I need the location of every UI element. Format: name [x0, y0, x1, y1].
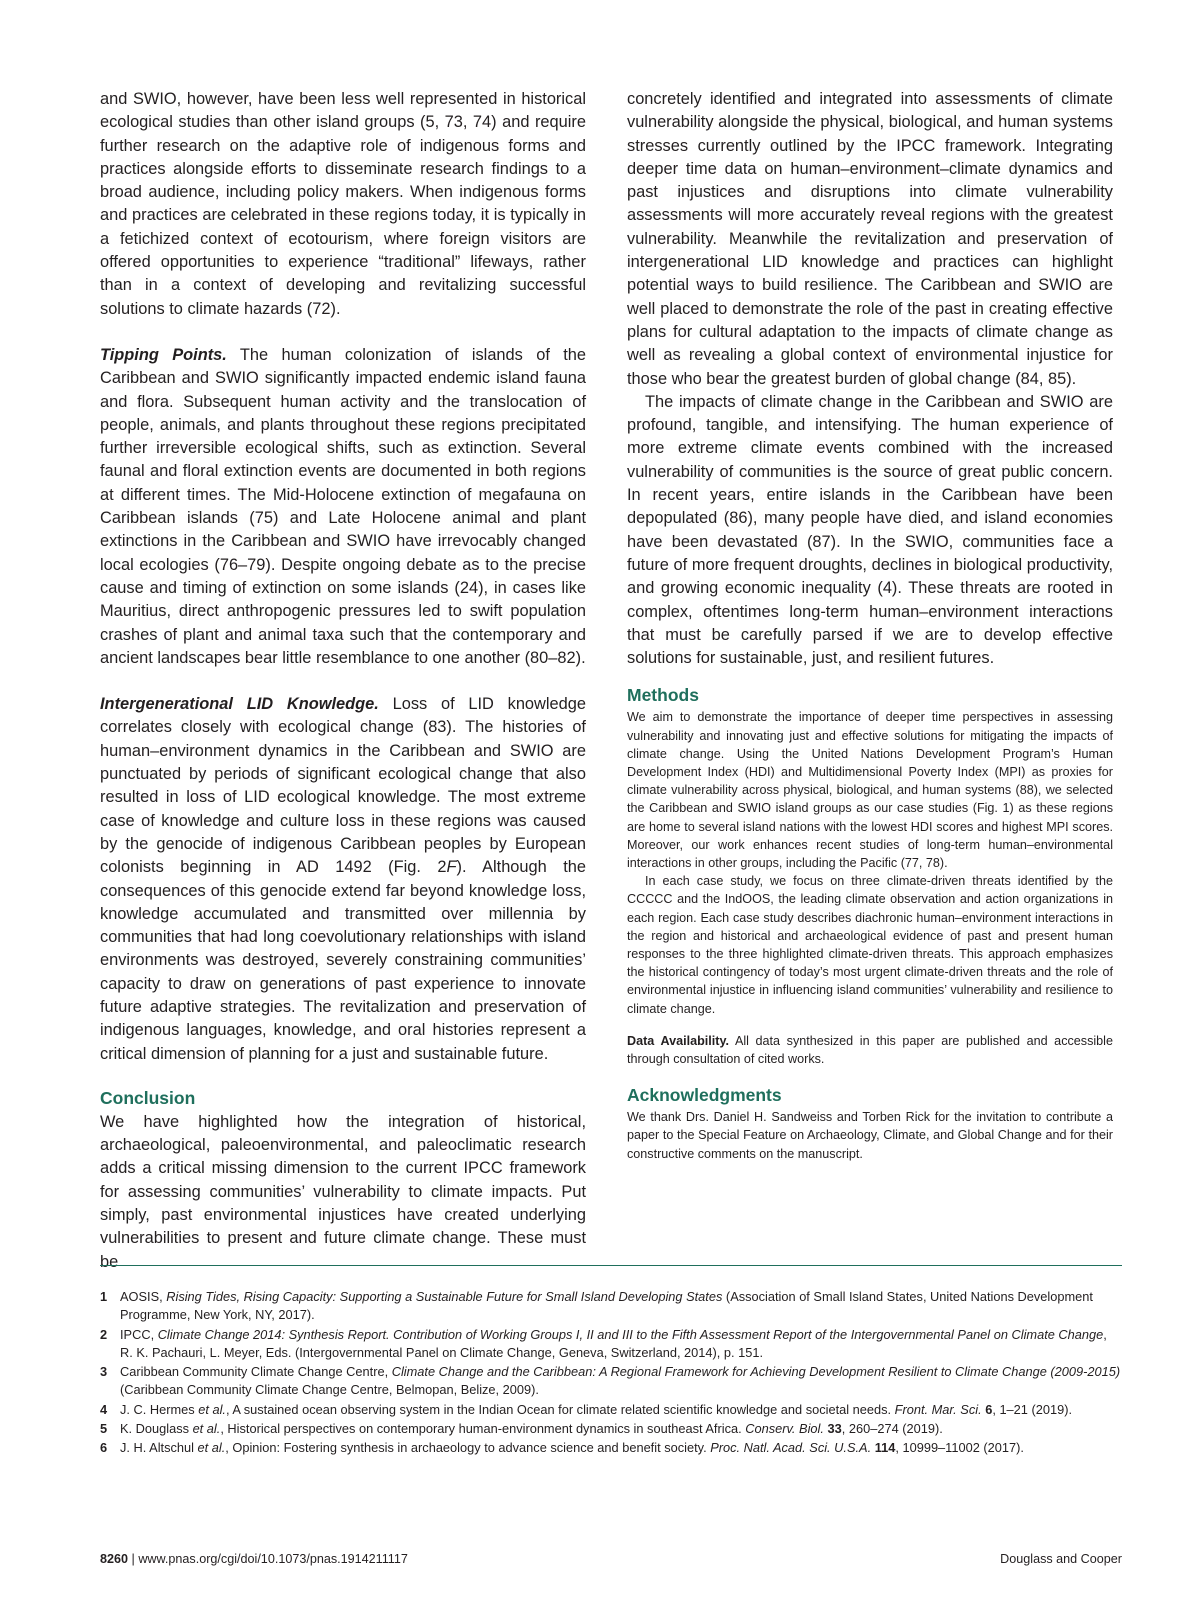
data-availability-heading: Data Availability.	[627, 1033, 730, 1048]
references-divider	[100, 1265, 1122, 1266]
references-list	[100, 1288, 1122, 1459]
reference-title: Rising Tides, Rising Capacity: Supporting a Sustainable Future for Small Island Developing States	[166, 1289, 723, 1304]
lid-figure-panel: F	[446, 858, 457, 877]
reference-journal: Proc. Natl. Acad. Sci. U.S.A.	[710, 1440, 872, 1456]
reference-etal: et al.	[198, 1401, 226, 1417]
reference-volume: 114	[871, 1440, 896, 1456]
reference-pages: , 260–274 (2019).	[841, 1421, 943, 1437]
reference-item	[100, 1420, 1122, 1438]
lid-knowledge-paragraph	[100, 693, 586, 1066]
reference-item	[100, 1326, 1122, 1363]
tipping-points-text: The human colonization of islands of the Caribbean and SWIO significantly impacted endemic island fauna and flora. Subsequent human activity and the translocation of people, animals, and plants throughout these regions precipitated further irreversible ecological shifts, such as extinction. Several faunal and floral extinction events are documented in both regions at different times. The Mid-Holocene extinction of megafauna on Caribbean islands (75) and Late Holocene animal and plant extinctions in the Caribbean and SWIO have irrevocably changed local ecologies (76–79). Despite ongoing debate as to the precise cause and timing of extinction on some islands (24), in cases like Mauritius, direct anthropogenic pressures led to swift population crashes of plant and animal taxa such that the contemporary and ancient landscapes bear little resemblance to one another (80–82).	[100, 345, 586, 667]
intro-paragraph: and SWIO, however, have been less well represented in historical ecological studies than other island groups (5, 73, 74) and require further research on the adaptive role of indigenous forms and practices alongside efforts to disseminate research findings to a broad audience, including policy makers. When indigenous forms and practices are celebrated in these regions today, it is typically in a fetichized context of ecotourism, where foreign visitors are offered opportunities to experience “traditional” lifeways, rather than in a context of developing and revitalizing successful solutions to climate hazards (72).	[100, 90, 586, 318]
lid-knowledge-text-a: Loss of LID knowledge correlates closely with ecological change (83). The histories of human–environment dynamics in the Caribbean and SWIO are punctuated by periods of significant ecological change that also resulted in loss of LID ecological knowledge. The most extreme case of knowledge and culture loss in these regions was caused by the genocide of indigenous Caribbean peoples by European colonists beginning in AD 1492 (Fig. 2	[100, 695, 586, 877]
reference-title: , Opinion: Fostering synthesis in archaeology to advance science and benefit society.	[225, 1440, 711, 1456]
reference-authors: AOSIS,	[120, 1289, 167, 1304]
acknowledgments-text: We thank Drs. Daniel H. Sandweiss and Torben Rick for the invitation to contribute a paper to the Special Feature on Archaeology, Climate, and Global Change and for their constructive comments on the manuscript.	[627, 1110, 1113, 1161]
reference-title: Climate Change 2014: Synthesis Report. Contribution of Working Groups I, II and III to the Fifth Assessment Report of the Intergovernmental Panel on Climate Change	[157, 1326, 1104, 1342]
reference-pages: , 1–21 (2019).	[992, 1401, 1073, 1417]
footer-left	[100, 1552, 408, 1566]
acknowledgments-heading: Acknowledgments	[627, 1085, 782, 1106]
reference-title: Climate Change and the Caribbean: A Regional Framework for Achieving Development Resilient to Climate Change (2009-2015)	[391, 1364, 1121, 1380]
reference-item	[100, 1439, 1122, 1457]
reference-etal: et al.	[197, 1440, 226, 1456]
reference-details: , R. K. Pachauri, L. Meyer, Eds. (Intergovernmental Panel on Climate Change, Geneva, Switzerland, 2014), p. 151.	[120, 1326, 1107, 1360]
reference-authors: Caribbean Community Climate Change Centre,	[120, 1364, 392, 1380]
reference-journal: Front. Mar. Sci.	[894, 1401, 982, 1417]
tipping-points-heading: Tipping Points.	[100, 345, 227, 364]
conclusion-heading: Conclusion	[100, 1087, 196, 1108]
lid-knowledge-text-b: ). Although the consequences of this genocide extend far beyond knowledge loss, knowledge accumulated and transmitted over millennia by communities that had long coevolutionary relationships with island environments was destroyed, severely constraining communities’ capacity to draw on generations of past experience to innovate future adaptive strategies. The revitalization and preservation of indigenous languages, knowledge, and oral histories represent a critical dimension of planning for a just and sustainable future.	[100, 858, 586, 1063]
reference-item	[100, 1363, 1122, 1400]
data-availability-paragraph	[627, 1032, 1113, 1068]
reference-volume: 6	[981, 1401, 993, 1417]
reference-number: 5	[100, 1421, 108, 1437]
right-column	[627, 88, 1113, 1163]
reference-pages: , 10999–11002 (2017).	[895, 1440, 1024, 1456]
page-number: 8260	[100, 1552, 129, 1566]
methods-paragraph-2: In each case study, we focus on three climate-driven threats identified by the CCCCC and the IndOOS, the leading climate observation and action organizations in each region. Each case study describes diachronic human–environment interactions in the region and historical and archaeological evidence of past and present human responses to the three highlighted climate-driven threats. This approach emphasizes the historical contingency of today’s most urgent climate-driven threats and the role of environmental injustice in influencing island communities’ vulnerability and resilience to climate change.	[627, 874, 1113, 1016]
reference-number: 3	[100, 1364, 108, 1380]
reference-authors: J. C. Hermes	[120, 1401, 199, 1417]
reference-title: , A sustained ocean observing system in the Indian Ocean for climate related scientific knowledge and societal needs.	[225, 1401, 895, 1417]
reference-volume: 33	[823, 1421, 842, 1437]
reference-item	[100, 1288, 1122, 1325]
reference-title: , Historical perspectives on contemporary human-environment dynamics in southeast Africa.	[220, 1421, 746, 1437]
reference-number: 2	[100, 1326, 108, 1342]
reference-number: 6	[100, 1440, 108, 1456]
running-authors: Douglass and Cooper	[1000, 1552, 1122, 1566]
lid-knowledge-heading: Intergenerational LID Knowledge.	[100, 695, 379, 714]
footer-separator: |	[128, 1552, 139, 1566]
reference-authors: J. H. Altschul	[120, 1440, 198, 1456]
tipping-points-paragraph	[100, 344, 586, 670]
reference-details: (Association of Small Island States, United Nations Development Programme, New York, NY, 2017).	[120, 1289, 1093, 1323]
impacts-paragraph: The impacts of climate change in the Caribbean and SWIO are profound, tangible, and intensifying. The human experience of more extreme climate events combined with the increased vulnerability of communities is the source of great public concern. In recent years, entire islands in the Caribbean have been depopulated (86), many people have died, and island economies have been devastated (87). In the SWIO, communities face a future of more frequent droughts, declines in biological productivity, and growing economic inequality (4). These threats are rooted in complex, oftentimes long-term human–environment interactions that must be carefully parsed if we are to develop effective solutions for sustainable, just, and resilient futures.	[627, 392, 1113, 668]
reference-authors: IPCC,	[120, 1326, 158, 1342]
reference-journal: Conserv. Biol.	[745, 1421, 824, 1437]
data-availability-text: All data synthesized in this paper are published and accessible through consultation of cited works.	[627, 1033, 1113, 1067]
reference-details: (Caribbean Community Climate Change Centre, Belmopan, Belize, 2009).	[120, 1382, 539, 1398]
reference-etal: et al.	[192, 1421, 221, 1437]
reference-number: 4	[100, 1401, 108, 1417]
methods-paragraph-1: We aim to demonstrate the importance of deeper time perspectives in assessing vulnerability and innovating just and effective solutions for mitigating the impacts of climate change. Using the United Nations Development Program’s Human Development Index (HDI) and Multidimensional Poverty Index (MPI) as proxies for climate vulnerability across physical, biological, and human systems (88), we selected the Caribbean and SWIO island groups as our case studies (Fig. 1) as these regions are home to several island nations with the lowest HDI scores and highest MPI scores. Moreover, our work enhances recent studies of long-term human–environmental interactions in other groups, including the Pacific (77, 78).	[627, 710, 1113, 871]
continued-paragraph: concretely identified and integrated into assessments of climate vulnerability alongside the physical, biological, and human systems stresses currently outlined by the IPCC framework. Integrating deeper time data on human–environment–climate dynamics and past injustices and disruptions into climate vulnerability assessments will more accurately reveal regions with the greatest vulnerability. Meanwhile the revitalization and preservation of intergenerational LID knowledge and practices can highlight potential ways to build resilience. The Caribbean and SWIO are well placed to demonstrate the role of the past in creating effective plans for cultural adaptation to the impacts of climate change as well as revealing a global context of environmental injustice for those who bear the greatest burden of global change (84, 85).	[627, 90, 1113, 388]
methods-heading: Methods	[627, 685, 699, 706]
reference-authors: K. Douglass	[120, 1421, 193, 1437]
doi-link[interactable]: www.pnas.org/cgi/doi/10.1073/pnas.1914211117	[138, 1552, 408, 1566]
conclusion-paragraph: We have highlighted how the integration of historical, archaeological, paleoenvironmental, and paleoclimatic research adds a critical missing dimension to the current IPCC framework for assessing communities’ vulnerability to climate impacts. Put simply, past environmental injustices have created underlying vulnerabilities to present and future climate change. These must be	[100, 1112, 586, 1271]
reference-item	[100, 1401, 1122, 1419]
reference-number: 1	[100, 1289, 108, 1304]
left-column	[100, 88, 586, 1274]
